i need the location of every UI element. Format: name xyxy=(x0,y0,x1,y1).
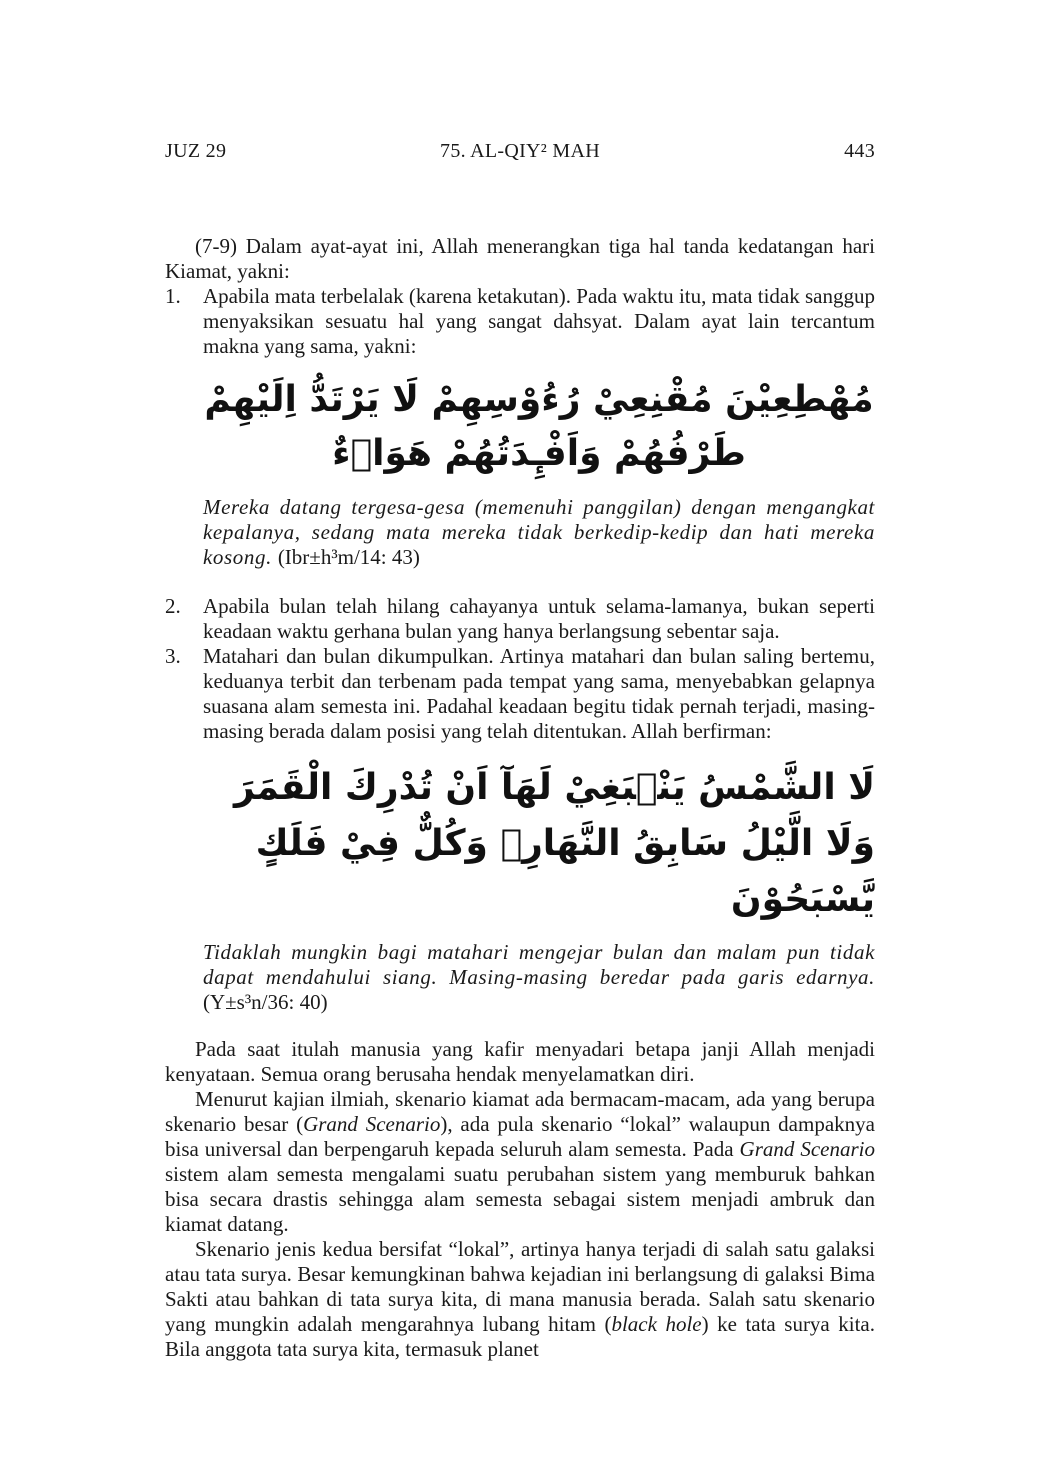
verse-reference: (Y±s³n/36: 40) xyxy=(203,990,328,1014)
paragraph-2 xyxy=(165,1087,875,1237)
translation-text: Mereka datang tergesa-gesa (memenuhi panggilan) dengan mengangkat kepalanya, sedang mata mereka tidak berkedip-kedip dan hati mereka kosong. xyxy=(203,495,875,569)
italic-term: Grand Scenario xyxy=(303,1112,441,1136)
list-item-body xyxy=(203,284,875,594)
numbered-list xyxy=(165,284,875,1015)
book-page xyxy=(165,140,875,1362)
chapter-title: 75. AL-QIY² MAH xyxy=(440,140,600,162)
italic-term: black hole xyxy=(611,1312,702,1336)
text-run: sistem alam semesta mengalami suatu perubahan sistem yang memburuk bahkan bisa secara drastis sehingga alam semesta sebagai sistem menjadi ambruk dan kiamat datang. xyxy=(165,1162,875,1236)
page-body xyxy=(165,234,875,1362)
list-item xyxy=(165,284,875,594)
intro-paragraph: (7-9) Dalam ayat-ayat ini, Allah menerangkan tiga hal tanda kedatangan hari Kiamat, yakni: xyxy=(165,234,875,283)
verse-translation xyxy=(203,940,875,1015)
list-item xyxy=(165,594,875,644)
text-run: ), ada pula skenario “lokal” walaupun dampaknya bisa universal dan berpengaruh kepada seluruh alam semesta. Pada xyxy=(165,1112,875,1161)
spacer xyxy=(165,1015,875,1037)
text-run: Menurut kajian ilmiah, skenario kiamat ada bermacam-macam, ada yang berupa skenario besar ( xyxy=(165,1087,875,1136)
text-run: ) ke tata surya kita. Bila anggota tata surya kita, termasuk planet xyxy=(165,1312,876,1361)
translation-text: Tidaklah mungkin bagi matahari mengejar bulan dan malam pun tidak dapat mendahului siang. Masing-masing beredar pada garis edarnya. xyxy=(203,940,875,989)
list-number: 3. xyxy=(165,644,181,668)
verse-translation xyxy=(203,495,875,570)
list-item-text: Apabila bulan telah hilang cahayanya untuk selama-lamanya, bukan seperti keadaan waktu gerhana bulan yang hanya berlangsung sebentar saja. xyxy=(203,594,875,643)
paragraph-1: Pada saat itulah manusia yang kafir menyadari betapa janji Allah menjadi kenyataan. Semua orang berusaha hendak menyelamatkan diri. xyxy=(165,1037,875,1086)
quran-verse-arabic: لَا الشَّمْسُ يَنْۢبَغِيْ لَهَآ اَنْ تُدْرِكَ الْقَمَرَ وَلَا الَّيْلُ سَابِقُ النَّهَارِۗ وَكُلٌّ فِيْ فَلَكٍ يَّسْبَحُوْنَ xyxy=(234,767,875,920)
list-number: 2. xyxy=(165,594,181,618)
list-item xyxy=(165,644,875,1015)
juz-label: JUZ 29 xyxy=(165,140,227,162)
list-item-text: Matahari dan bulan dikumpulkan. Artinya matahari dan bulan saling bertemu, keduanya terbit dan terbenam pada tempat yang sama, menyebabkan gelapnya suasana alam semesta ini. Padahal keadaan begitu tidak pernah terjadi, masing-masing berada dalam posisi yang telah ditentukan. Allah berfirman: xyxy=(203,644,875,743)
verse-reference: (Ibr±h³m/14: 43) xyxy=(277,545,420,569)
quran-verse-arabic: مُهْطِعِيْنَ مُقْنِعِيْ رُءُوْسِهِمْ لَا يَرْتَدُّ اِلَيْهِمْ طَرْفُهُمْ وَاَفْـِٕدَتُهُمْ هَوَاۤءٌ xyxy=(204,379,874,474)
list-item-text: Apabila mata terbelalak (karena ketakutan). Pada waktu itu, mata tidak sanggup menyaksikan sesuatu hal yang sangat dahsyat. Dalam ayat lain tercantum makna yang sama, yakni: xyxy=(203,284,875,358)
italic-term: Grand Scenario xyxy=(739,1137,875,1161)
list-item-body xyxy=(203,594,875,644)
running-header xyxy=(165,140,875,170)
page-number: 443 xyxy=(844,140,875,162)
list-item-body xyxy=(203,644,875,1015)
list-number: 1. xyxy=(165,284,181,308)
paragraph-3 xyxy=(165,1237,875,1362)
spacer xyxy=(203,570,875,594)
text-run: Skenario jenis kedua bersifat “lokal”, artinya hanya terjadi di salah satu galaksi atau tata surya. Besar kemungkinan bahwa kejadian ini berlangsung di galaksi Bima Sakti atau bahkan di tata surya kita, di mana manusia berada. Salah satu skenario yang mungkin adalah mengarahnya lubang hitam ( xyxy=(165,1237,875,1336)
